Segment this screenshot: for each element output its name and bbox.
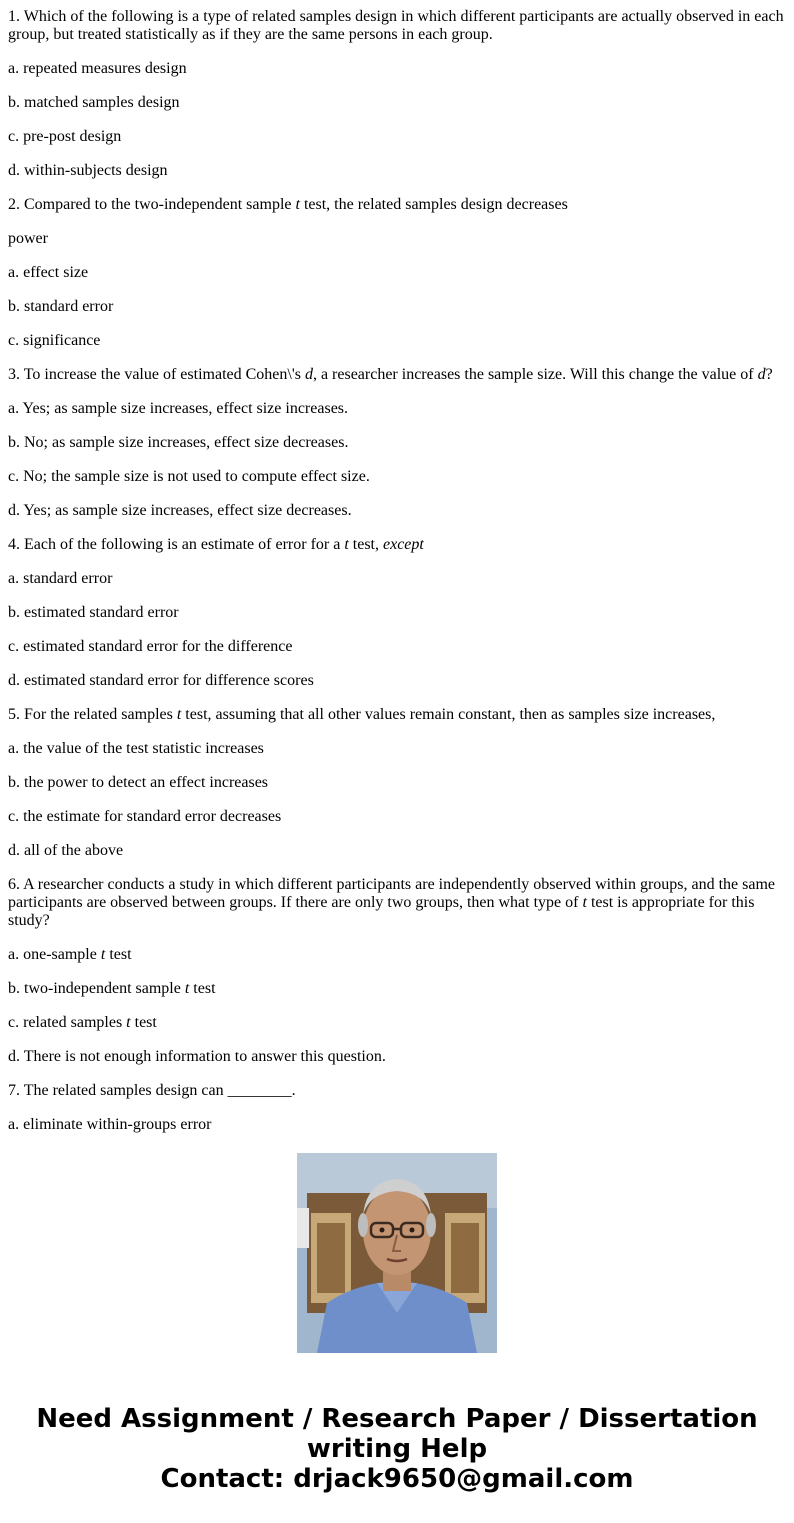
question-7-option-a: a. eliminate within-groups error: [8, 1116, 212, 1133]
question-4-stem: 4. Each of the following is an estimate of error for a t test, except: [8, 536, 424, 553]
question-1-option-d: d. within-subjects design: [8, 162, 168, 179]
question-3-option-a: a. Yes; as sample size increases, effect size increases.: [8, 400, 349, 417]
author-avatar: [297, 1153, 497, 1353]
question-5-option-a: a. the value of the test statistic increases: [8, 740, 264, 757]
footer-line-2: writing Help: [306, 1434, 488, 1464]
question-6-option-b: b. two-independent sample t test: [8, 980, 216, 997]
question-3-option-d: d. Yes; as sample size increases, effect size decreases.: [8, 502, 352, 519]
question-6-option-d: d. There is not enough information to answer this question.: [8, 1048, 386, 1065]
question-1-option-a: a. repeated measures design: [8, 60, 187, 77]
question-5-option-d: d. all of the above: [8, 842, 124, 859]
question-2-stem: 2. Compared to the two-independent sample t test, the related samples design decreases: [8, 196, 568, 213]
question-1-option-b: b. matched samples design: [8, 94, 180, 111]
question-4-option-b: b. estimated standard error: [8, 604, 179, 621]
question-1-stem: 1. Which of the following is a type of related samples design in which different participants are actually observed in each group, but treated statistically as if they are the same persons in each group.: [8, 8, 784, 43]
question-2-extra: power: [8, 230, 48, 247]
question-3-stem: 3. To increase the value of estimated Cohen\'s d, a researcher increases the sample size. Will this change the value of d?: [8, 366, 773, 383]
question-2-option-b: b. standard error: [8, 298, 114, 315]
question-3-option-b: b. No; as sample size increases, effect size decreases.: [8, 434, 349, 451]
question-3-option-c: c. No; the sample size is not used to compute effect size.: [8, 468, 370, 485]
question-1-option-c: c. pre-post design: [8, 128, 122, 145]
question-4-option-d: d. estimated standard error for difference scores: [8, 672, 314, 689]
question-2-option-c: c. significance: [8, 332, 101, 349]
footer-contact-line: Contact: drjack9650@gmail.com: [160, 1464, 634, 1494]
question-2-option-a: a. effect size: [8, 264, 89, 281]
question-7-stem: 7. The related samples design can ________.: [8, 1082, 296, 1099]
question-5-option-b: b. the power to detect an effect increases: [8, 774, 269, 791]
author-portrait: [297, 1153, 497, 1353]
question-4-option-a: a. standard error: [8, 570, 113, 587]
question-6-stem: 6. A researcher conducts a study in which different participants are independently observed within groups, and the same participants are observed between groups. If there are only two groups, then what type of t test is appropriate for this study?: [8, 876, 776, 929]
question-6-option-a: a. one-sample t test: [8, 946, 132, 963]
question-4-option-c: c. estimated standard error for the difference: [8, 638, 293, 655]
question-6-option-c: c. related samples t test: [8, 1014, 157, 1031]
contact-footer: [0, 1404, 794, 1494]
footer-line-1: Need Assignment / Research Paper / Dissertation: [36, 1404, 758, 1434]
question-5-option-c: c. the estimate for standard error decreases: [8, 808, 282, 825]
question-list: [8, 0, 786, 1133]
question-5-stem: 5. For the related samples t test, assuming that all other values remain constant, then as samples size increases,: [8, 706, 716, 723]
